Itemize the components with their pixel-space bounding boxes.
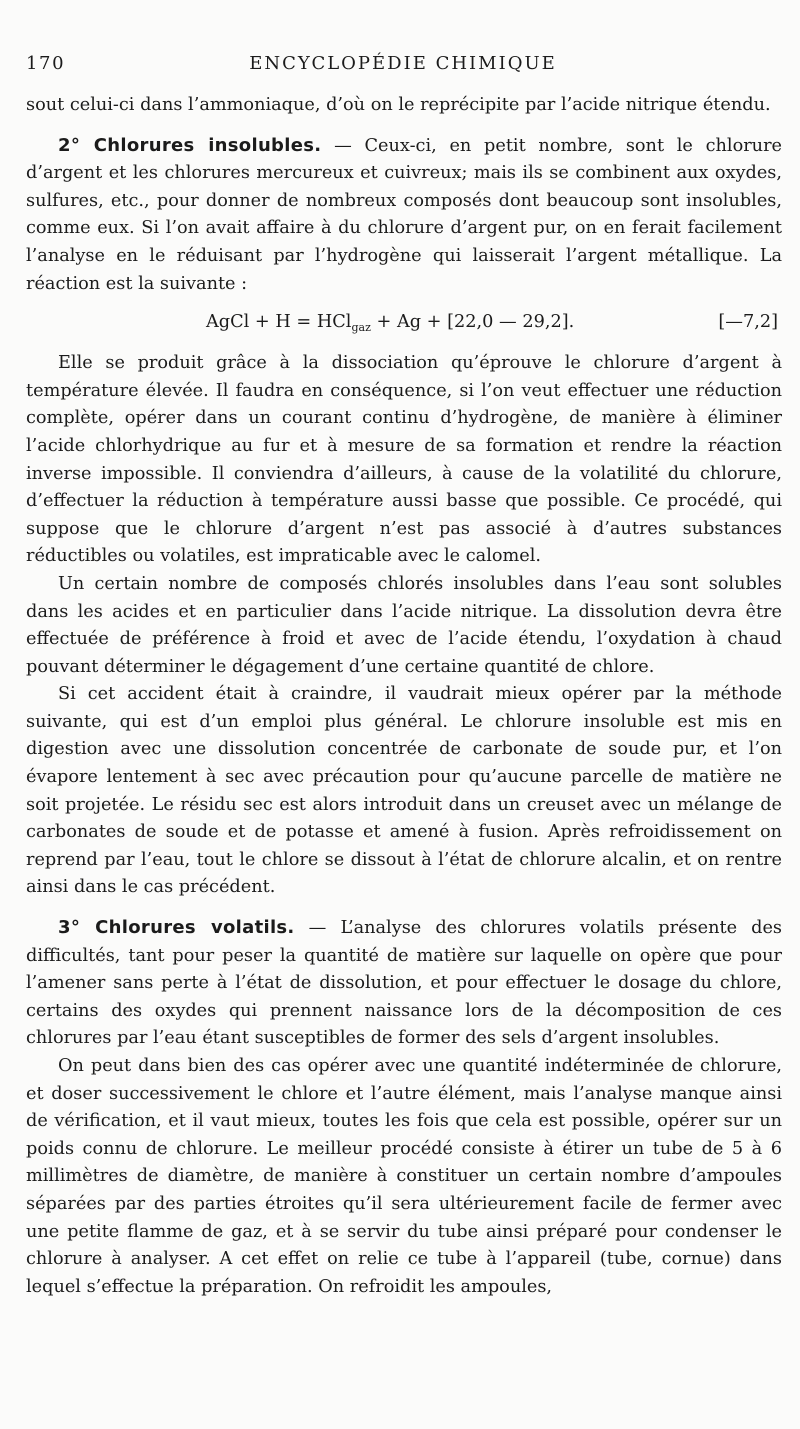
page-header (26, 50, 780, 80)
section-volatile-chlorides (26, 914, 782, 1053)
section-text-volatile: — L’analyse des chlorures volatils présente des difficultés, tant pour peser la quantité de matière sur laquelle on opère que pour l’amener sans perte à l’état de dissolution, et pour effectuer le dosage du chlore, certains des oxydes qui prennent naissance lors de la décomposition de ces chlorures par l’eau étant susceptibles de former des sels d’argent insolubles. (26, 918, 783, 1049)
section-insoluble-chlorides (26, 132, 782, 299)
paragraph-ampoules: On peut dans bien des cas opérer avec une quantité indéterminée de chlorure, et doser successivement le chlore et l’autre élément, mais l’analyse manque ainsi de vérification, et il vaut mieux, toutes les fois que cela est possible, opérer sur un poids connu de chlorure. Le meilleur procédé consiste à étirer un tube de 5 à 6 millimètres de diamètre, de manière à constituer un certain nombre d’ampoules séparées par des parties étroites qu’il sera ultérieurement facile de fermer avec une petite flamme de gaz, et à se servir du tube ainsi préparé pour condenser le chlorure à analyser. A cet effet on relie ce tube à l’appareil (tube, cornue) dans lequel s’effectue la préparation. On refroidit les ampoules, (26, 1056, 782, 1297)
section-title-insoluble: 2° Chlorures insolubles. (58, 134, 322, 156)
paragraph-nitric-acid: Un certain nombre de composés chlorés insolubles dans l’eau sont solubles dans les acides et en particulier dans l’acide nitrique. La dissolution devra être effectuée de préférence à froid et avec de l’acide étendu, l’oxydation à chaud pouvant déterminer le dégagement d’une certaine quantité de chlore. (26, 573, 782, 677)
paragraph-carbonate-method: Si cet accident était à craindre, il vaudrait mieux opérer par la méthode suivante, qui est d’un emploi plus général. Le chlorure insoluble est mis en digestion avec une dissolution concentrée de carbonate de soude pur, et l’on évapore lentement à sec avec précaution pour qu’aucune parcelle de matière ne soit projetée. Le résidu sec est alors introduit dans un creuset avec un mélange de carbonates de soude et de potasse et amené à fusion. Après refroidissement on reprend par l’eau, tout le chlore se dissout à l’état de chlorure alcalin, et on rentre ainsi dans le cas précédent. (26, 684, 782, 898)
equation-heat-value: [—7,2] (718, 312, 778, 333)
paragraph-continuation: sout celui-ci dans l’ammoniaque, d’où on le reprécipite par l’acide nitrique étendu. (26, 95, 771, 115)
equation-body (206, 300, 574, 350)
page-body (26, 92, 782, 1301)
equation-lhs: AgCl + H = HCl (206, 312, 352, 333)
section-text-insoluble: — Ceux-ci, en petit nombre, sont le chlorure d’argent et les chlorures mercureux et cuivreux; mais ils se combinent aux oxydes, sulfures, etc., pour donner de nombreux composés dont beaucoup sont insolubles, comme eux. Si l’on avait affaire à du chlorure d’argent pur, on en ferait facilement l’analyse en le réduisant par l’hydrogène qui laisserait l’argent métallique. La réaction est la suivante : (26, 135, 782, 294)
section-title-volatile: 3° Chlorures volatils. (58, 917, 295, 939)
running-title: ENCYCLOPÉDIE CHIMIQUE (249, 53, 557, 74)
page-number: 170 (26, 53, 66, 74)
paragraph-dissociation: Elle se produit grâce à la dissociation qu’éprouve le chlorure d’argent à température élevée. Il faudra en conséquence, si l’on veut effectuer une réduction complète, opérer dans un courant continu d’hydrogène, de manière à éliminer l’acide chlorhydrique au fur et à mesure de sa formation et rendre la réaction inverse impossible. Il conviendra d’ailleurs, à cause de la volatilité du chlorure, d’effectuer la réduction à température aussi basse que possible. Ce procédé, qui suppose que le chlorure d’argent n’est pas associé à d’autres substances réductibles ou volatiles, est impraticable avec le calomel. (26, 353, 782, 567)
equation-rhs: + Ag + [22,0 — 29,2]. (370, 312, 575, 333)
equation-subscript: gaz (351, 321, 371, 335)
reaction-equation (26, 300, 782, 344)
